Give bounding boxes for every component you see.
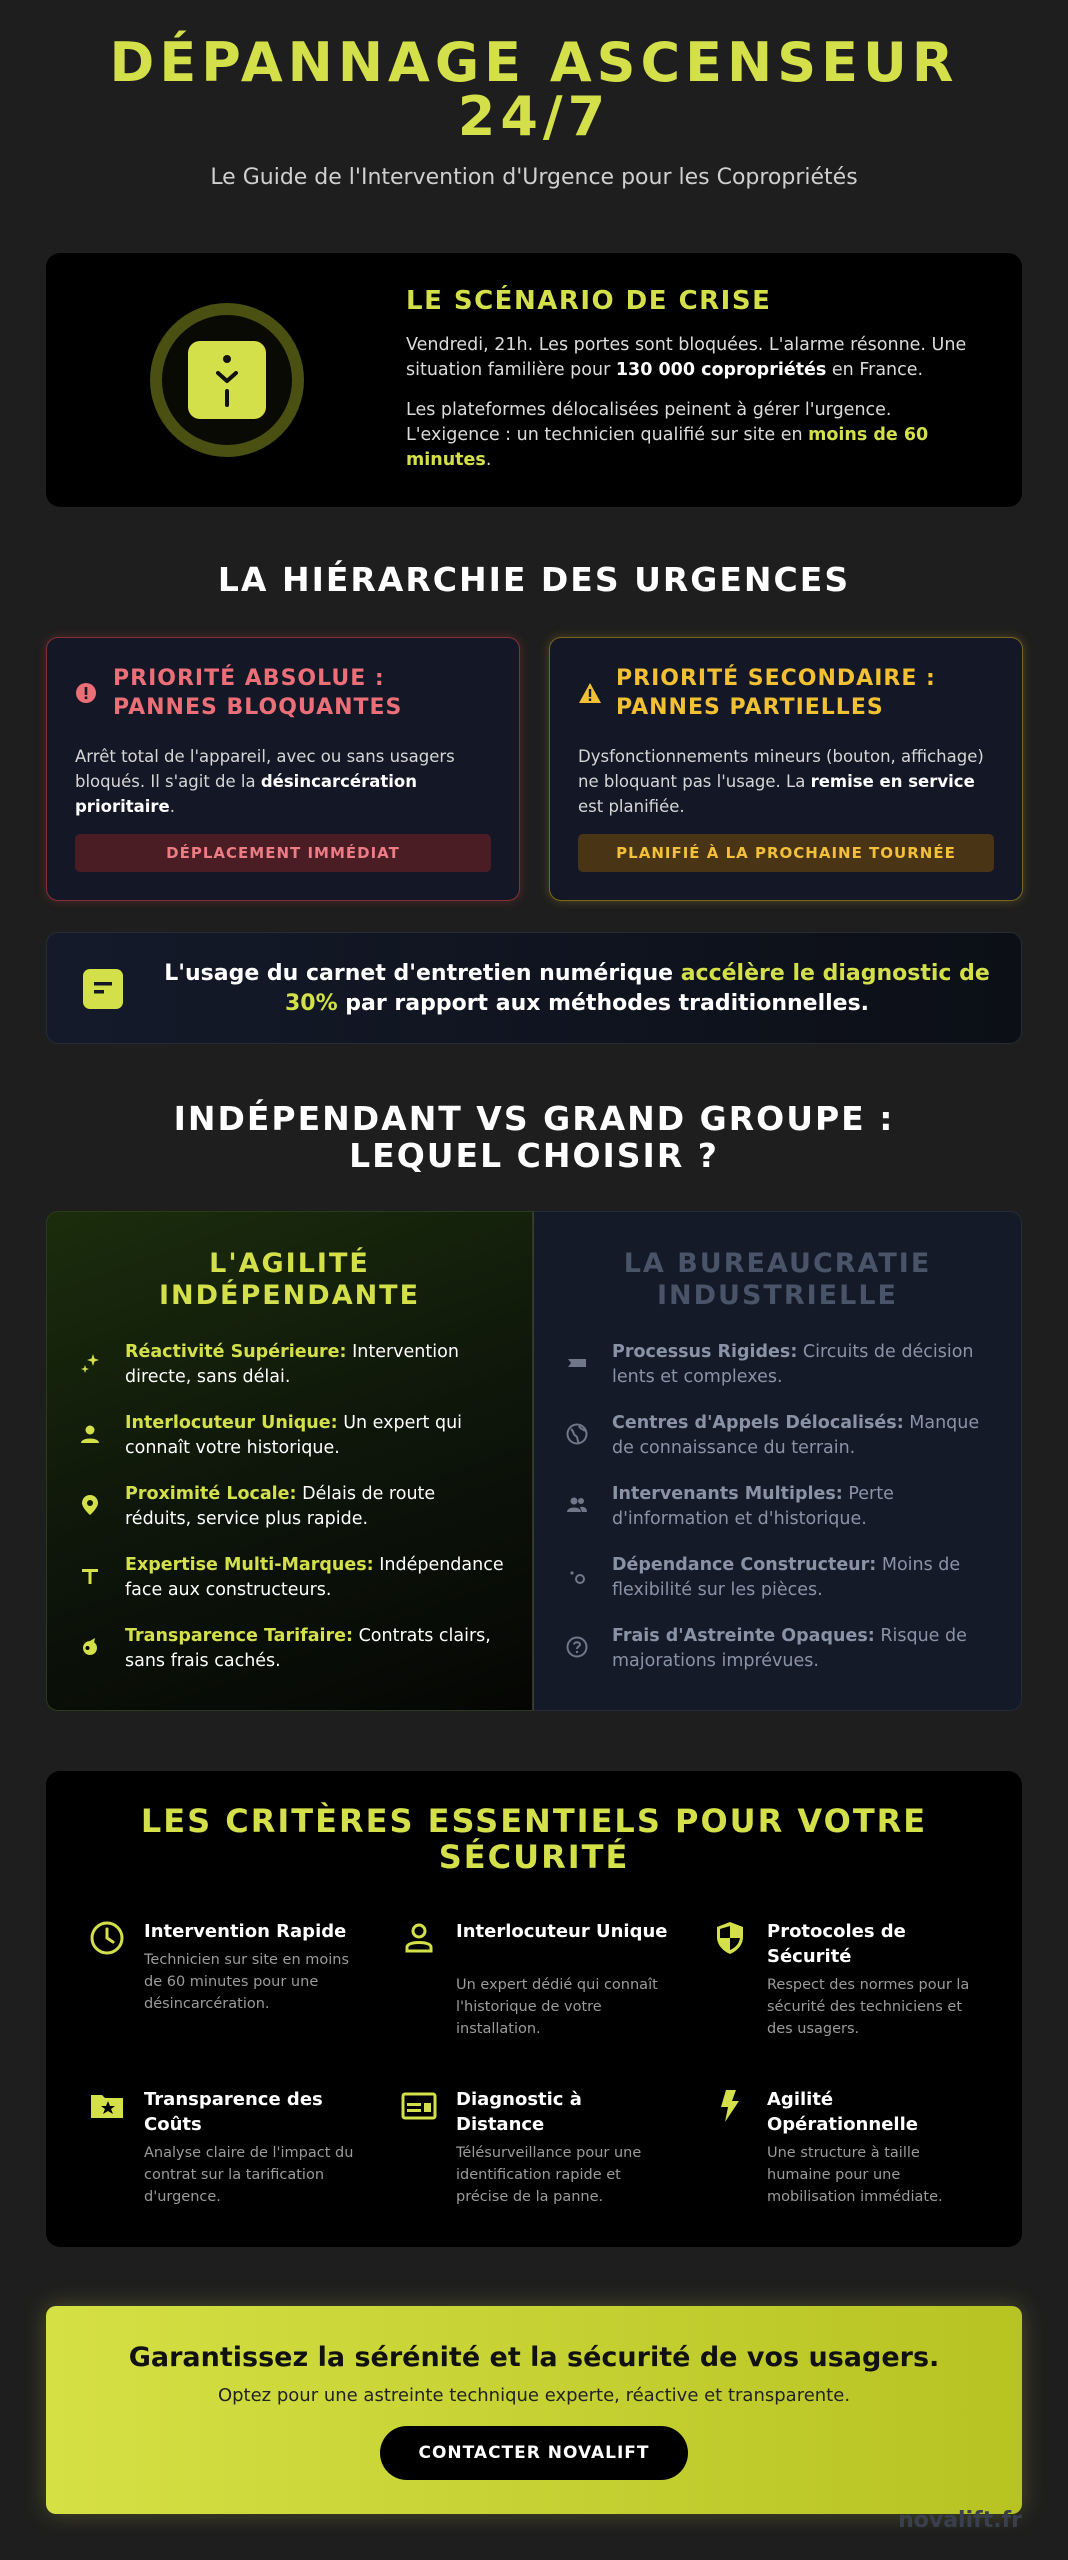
sparkle-icon — [79, 1352, 101, 1374]
crisis-title: LE SCÉNARIO DE CRISE — [406, 286, 772, 316]
criteria-item-desc: Respect des normes pour la sécurité des techniciens et des usagers. — [767, 1977, 970, 2037]
monitor-icon — [400, 2087, 438, 2125]
bookmark-icon — [566, 1352, 588, 1374]
criteria-item-desc: Analyse claire de l'impact du contrat sur la tarification d'urgence. — [144, 2145, 354, 2205]
criteria-item-desc: Une structure à taille humaine pour une mobilisation immédiate. — [767, 2145, 943, 2205]
criteria-item-desc: Télésurveillance pour une identification rapide et précise de la panne. — [456, 2145, 642, 2205]
criteria-item-title: Intervention Rapide — [144, 1921, 347, 1942]
priority-absolute-title: PRIORITÉ ABSOLUE : PANNES BLOQUANTES — [113, 666, 403, 720]
cta-card — [46, 2306, 1022, 2514]
criteria-item-desc: Technicien sur site en moins de 60 minutes pour une désincarcération. — [144, 1952, 350, 2012]
elevator-icon — [150, 303, 304, 457]
industrial-item-1: Processus Rigides: Circuits de décision lents et complexes. — [612, 1342, 974, 1387]
criteria-item-desc: Un expert dédié qui connaît l'historique de votre installation. — [456, 1977, 658, 2037]
independent-column — [46, 1211, 533, 1711]
hero-title — [0, 31, 1068, 148]
crisis-card — [46, 253, 1022, 507]
shield-icon — [711, 1919, 749, 1957]
cta-subtitle: Optez pour une astreinte technique experte, réactive et transparente. — [217, 2385, 851, 2406]
criteria-item-title: Interlocuteur Unique — [456, 1921, 668, 1942]
criteria-item-title: Diagnostic à Distance — [456, 2089, 582, 2135]
industrial-item-5: Frais d'Astreinte Opaques: Risque de majorations imprévues. — [612, 1626, 967, 1671]
industrial-item-2: Centres d'Appels Délocalisés: Manque de connaissance du terrain. — [612, 1413, 980, 1458]
transparency-icon — [79, 1636, 101, 1658]
folder-star-icon — [88, 2087, 126, 2125]
cta-title: Garantissez la sérénité et la sécurité de vos usagers. — [128, 2342, 940, 2373]
criteria-item-title: Transparence des Coûts — [144, 2089, 323, 2135]
industrial-item-4: Dépendance Constructeur: Moins de flexibilité sur les pièces. — [612, 1555, 961, 1600]
crisis-paragraph-2: Les plateformes délocalisées peinent à gérer l'urgence. L'exigence : un technicien qualifié sur site en moins de 60 minutes. — [406, 400, 929, 470]
independent-item-2: Interlocuteur Unique: Un expert qui connaît votre historique. — [125, 1413, 463, 1458]
priority-secondary-text: Dysfonctionnements mineurs (bouton, affichage) ne bloquant pas l'usage. La remise en service est planifiée. — [578, 747, 984, 816]
dependency-icon — [566, 1565, 588, 1587]
industrial-item-3: Intervenants Multiples: Perte d'information et d'historique. — [612, 1484, 894, 1529]
industrial-column — [533, 1211, 1022, 1711]
help-circle-icon — [566, 1636, 588, 1658]
immediate-dispatch-button[interactable]: DÉPLACEMENT IMMÉDIAT — [75, 834, 491, 872]
independent-item-1: Réactivité Supérieure: Intervention directe, sans délai. — [125, 1342, 459, 1387]
person-icon — [79, 1423, 101, 1445]
digital-logbook-banner — [46, 932, 1022, 1044]
hero-subtitle: Le Guide de l'Intervention d'Urgence pour les Copropriétés — [210, 165, 858, 190]
independent-item-3: Proximité Locale: Délais de route réduits, service plus rapide. — [125, 1484, 436, 1529]
contact-button[interactable]: CONTACTER NOVALIFT — [380, 2426, 688, 2480]
priority-card-secondary — [549, 637, 1023, 901]
alert-circle-icon — [75, 682, 97, 704]
hero-title-line2: 24/7 — [457, 85, 611, 148]
criteria-item-title: Agilité Opérationnelle — [767, 2089, 918, 2135]
group-icon — [566, 1494, 588, 1516]
footer-brand[interactable]: novalift.fr — [898, 2508, 1022, 2533]
person-icon — [400, 1919, 438, 1957]
independent-title: L'AGILITÉ INDÉPENDANTE — [158, 1248, 421, 1311]
industrial-title: LA BUREAUCRATIE INDUSTRIELLE — [623, 1248, 932, 1311]
logbook-icon — [83, 969, 123, 1009]
next-tour-button[interactable]: PLANIFIÉ À LA PROCHAINE TOURNÉE — [578, 834, 994, 872]
multi-brand-icon — [79, 1565, 101, 1587]
banner-text: L'usage du carnet d'entretien numérique accélère le diagnostic de 30% par rapport aux méthodes traditionnelles. — [164, 961, 990, 1016]
warning-triangle-icon — [578, 682, 602, 704]
crisis-paragraph-1: Vendredi, 21h. Les portes sont bloquées. L'alarme résonne. Une situation familière pour 130 000 copropriétés en France. — [406, 335, 967, 380]
priority-card-absolute — [46, 637, 520, 901]
criteria-item-title: Protocoles de Sécurité — [767, 1921, 906, 1967]
globe-icon — [566, 1423, 588, 1445]
hero-title-line1: DÉPANNAGE ASCENSEUR — [109, 31, 959, 94]
bolt-icon — [711, 2087, 749, 2125]
criteria-card — [46, 1771, 1022, 2247]
independent-item-4: Expertise Multi-Marques: Indépendance face aux constructeurs. — [125, 1555, 504, 1600]
location-pin-icon — [79, 1494, 101, 1516]
independent-item-5: Transparence Tarifaire: Contrats clairs, sans frais cachés. — [125, 1626, 491, 1671]
priority-secondary-title: PRIORITÉ SECONDAIRE : PANNES PARTIELLES — [616, 666, 936, 720]
criteria-title: LES CRITÈRES ESSENTIELS POUR VOTRE SÉCURITÉ — [140, 1802, 928, 1876]
clock-icon — [88, 1919, 126, 1957]
priority-absolute-text: Arrêt total de l'appareil, avec ou sans usagers bloqués. Il s'agit de la désincarcération prioritaire. — [75, 747, 455, 816]
hierarchy-title: LA HIÉRARCHIE DES URGENCES — [217, 560, 851, 599]
compare-title: INDÉPENDANT VS GRAND GROUPE : LEQUEL CHOISIR ? — [173, 1099, 895, 1175]
